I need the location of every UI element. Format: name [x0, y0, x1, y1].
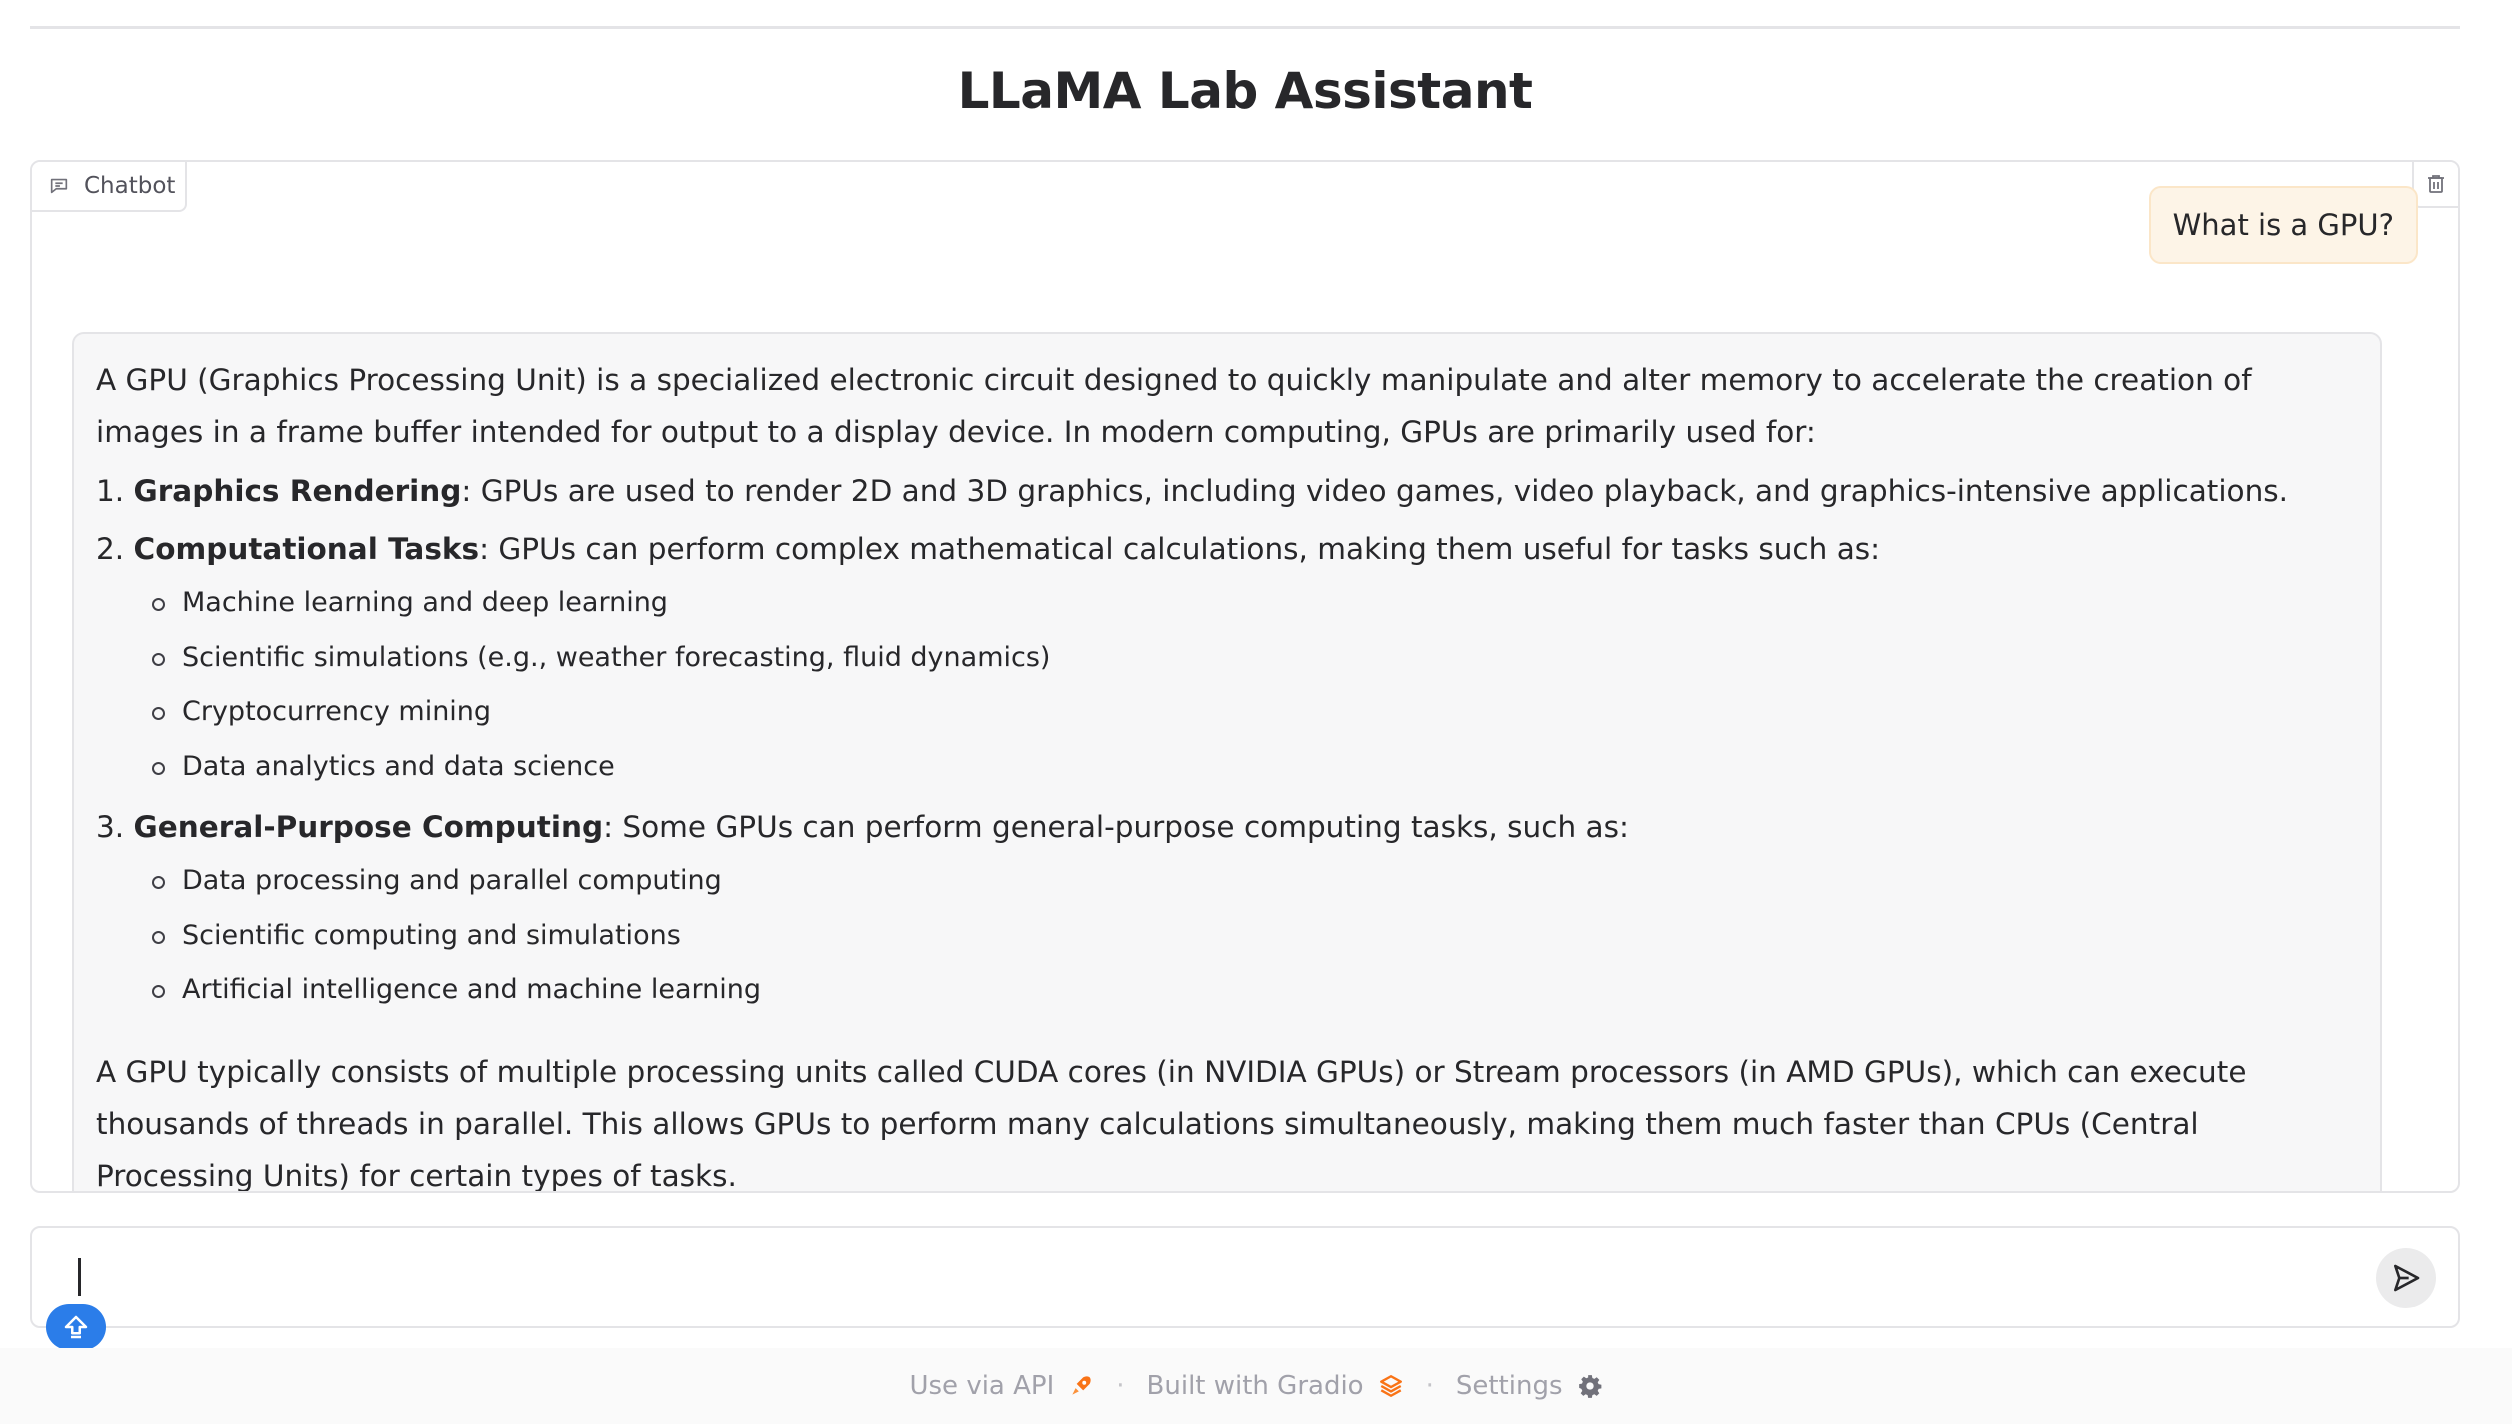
list-item-text: : GPUs are used to render 2D and 3D graphics, including video games, video playback, and graphics-intensive applications. — [461, 474, 2289, 508]
page-title: LLaMA Lab Assistant — [957, 62, 1533, 120]
use-via-api-link[interactable] — [909, 1371, 1094, 1401]
chatbot-panel — [30, 160, 2460, 1193]
bot-sublist-item: Artificial intelligence and machine learning — [96, 963, 2358, 1018]
message-input[interactable] — [72, 1250, 2372, 1306]
bot-list-item — [96, 524, 2358, 574]
bot-sublist-item: Scientific computing and simulations — [96, 909, 2358, 964]
chatbot-label-text: Chatbot — [84, 173, 176, 199]
list-number: 2. — [96, 532, 125, 566]
bot-sublist-item: Data processing and parallel computing — [96, 854, 2358, 909]
chat-icon — [48, 175, 70, 197]
list-number: 3. — [96, 810, 125, 844]
footer-separator: · — [1425, 1371, 1434, 1401]
list-item-text: : Some GPUs can perform general-purpose computing tasks, such as: — [603, 810, 1629, 844]
bot-message — [72, 332, 2382, 1193]
bot-list — [96, 466, 2358, 1018]
bot-sublist — [96, 854, 2358, 1018]
upload-button[interactable] — [46, 1304, 106, 1350]
bot-list-item — [96, 466, 2358, 516]
built-with-gradio-label: Built with Gradio — [1146, 1371, 1364, 1401]
bot-sublist-item: Machine learning and deep learning — [96, 576, 2358, 631]
gradio-logo-icon — [1378, 1373, 1404, 1399]
settings-label: Settings — [1455, 1371, 1563, 1401]
footer — [0, 1348, 2512, 1424]
send-icon — [2390, 1262, 2422, 1294]
list-item-title: Graphics Rendering — [133, 474, 462, 508]
bot-intro: A GPU (Graphics Processing Unit) is a specialized electronic circuit designed to quickly manipulate and alter memory to accelerate the creation of images in a frame buffer intended for output to a display device. In modern computing, GPUs are primarily used for: — [96, 363, 2252, 449]
built-with-gradio-link[interactable] — [1147, 1371, 1404, 1401]
gear-icon — [1577, 1373, 1603, 1399]
footer-separator: · — [1116, 1371, 1125, 1401]
clear-chat-button[interactable] — [2412, 162, 2458, 208]
trash-icon — [2424, 172, 2448, 196]
bot-list-item — [96, 802, 2358, 852]
text-caret — [78, 1258, 81, 1296]
bot-sublist-item: Data analytics and data science — [96, 740, 2358, 795]
settings-link[interactable] — [1456, 1371, 1603, 1401]
list-item-title: Computational Tasks — [133, 532, 480, 566]
send-button[interactable] — [2376, 1248, 2436, 1308]
bot-outro: A GPU typically consists of multiple processing units called CUDA cores (in NVIDIA GPUs) or Stream processors (in AMD GPUs), which can execute thousands of threads in parallel. This allows GPUs to perform many calculations simultaneously, making them much faster than CPUs (Central Processing Units) for certain types of tasks. — [96, 1054, 2247, 1193]
upload-icon — [61, 1312, 91, 1342]
list-number: 1. — [96, 474, 125, 508]
chatbot-label — [32, 162, 187, 212]
bot-sublist — [96, 576, 2358, 794]
bot-sublist-item: Cryptocurrency mining — [96, 685, 2358, 740]
rocket-icon — [1068, 1373, 1094, 1399]
use-via-api-label: Use via API — [909, 1371, 1055, 1401]
list-item-title: General-Purpose Computing — [133, 810, 604, 844]
top-divider — [30, 26, 2460, 29]
message-input-panel — [30, 1226, 2460, 1328]
bot-sublist-item: Scientific simulations (e.g., weather forecasting, fluid dynamics) — [96, 631, 2358, 686]
user-message: What is a GPU? — [2149, 186, 2418, 264]
list-item-text: : GPUs can perform complex mathematical calculations, making them useful for tasks such as: — [479, 532, 1881, 566]
